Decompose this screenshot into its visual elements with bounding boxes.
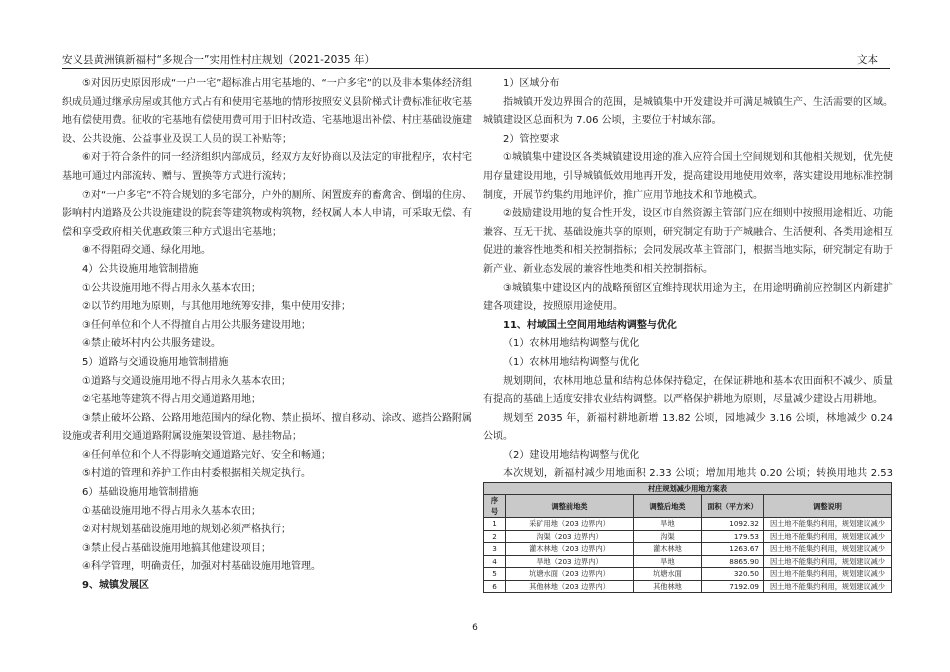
- cell-after: 旱地: [634, 555, 702, 568]
- land-reduction-table: [483, 482, 892, 593]
- paragraph: ⑦对“一户多宅”不符合规划的多宅部分，户外的厕所、闲置废弃的畜禽舍、倒塌的住房、影响村内道路及公共设施建设的院套等建筑物或构筑物，经权属人本人申请，可采取无偿、有偿和享受政府相关优惠政策三种方式退出宅基地；: [62, 189, 472, 238]
- page-number: 6: [472, 623, 478, 633]
- page-header: [62, 50, 890, 69]
- column-header-no: [484, 495, 506, 518]
- table-row: [484, 568, 892, 581]
- column-header-before: 调整前地类: [506, 495, 634, 518]
- paragraph: ①城镇集中建设区各类城镇建设用途的准入应符合国土空间规划和其他相关规划，优先使用存量建设用地，引导城镇低效用地再开发，提高建设用地使用效率，落实建设用地标准控制制度，开展节约集约用地评价，推广应用节地技术和节地模式。: [483, 152, 893, 201]
- subsection-heading: 4）公共设施用地管制措施: [82, 263, 199, 275]
- paragraph: ③任何单位和个人不得擅自占用公共服务建设用地；: [82, 319, 311, 331]
- cell-no: 5: [484, 568, 506, 581]
- section-heading: 11、村域国土空间用地结构调整与优化: [503, 319, 677, 331]
- cell-note: 因土地不能集约利用，规划建议减少: [764, 530, 892, 543]
- cell-before: 其他林地（203 边界内）: [506, 580, 634, 593]
- paragraph: ②对村规划基础设施用地的规划必须严格执行；: [82, 524, 291, 536]
- cell-note: 因土地不能集约利用，规划建议减少: [764, 580, 892, 593]
- cell-after: 灌木林地: [634, 543, 702, 556]
- cell-note: 因土地不能集约利用，规划建议减少: [764, 568, 892, 581]
- column-header-note: 调整说明: [764, 495, 892, 518]
- cell-before: 沟渠（203 边界内）: [506, 530, 634, 543]
- column-header-after: 调整后地类: [634, 495, 702, 518]
- cell-after: 沟渠: [634, 530, 702, 543]
- paragraph: ①基础设施用地不得占用永久基本农田；: [82, 505, 261, 517]
- paragraph: 指城镇开发边界围合的范围，是城镇集中开发建设并可满足城镇生产、生活需要的区域。城镇建设区总面积为 7.06 公顷，主要位于村域东部。: [483, 96, 893, 127]
- table-row: [484, 530, 892, 543]
- cell-no: 4: [484, 555, 506, 568]
- subsection-heading: 6）基础设施用地管制措施: [82, 487, 199, 499]
- document-title: 安义县黄洲镇新福村“多规合一”实用性村庄规划（2021-2035 年）: [62, 54, 375, 66]
- table-header-row: [484, 495, 892, 518]
- column-header-no-top: 序: [490, 496, 499, 505]
- paragraph: ⑥对于符合条件的同一经济组织内部成员，经双方友好协商以及法定的审批程序，农村宅基地可通过内部流转、赠与、置换等方式进行流转；: [62, 152, 472, 182]
- paragraph: ⑤村道的管理和养护工作由村委根据相关规定执行。: [82, 468, 311, 480]
- paragraph: ④科学管理，明确责任，加强对村基础设施用地管理。: [82, 561, 321, 573]
- cell-before: 采矿用地（203 边界内）: [506, 518, 634, 531]
- column-header-no-bottom: 号: [490, 507, 499, 516]
- cell-before: 旱地（203 边界内）: [506, 555, 634, 568]
- cell-no: 1: [484, 518, 506, 531]
- paragraph: ①公共设施用地不得占用永久基本农田；: [82, 282, 261, 294]
- subsection-heading: （2）建设用地结构调整与优化: [503, 449, 640, 461]
- cell-area: 1092.32: [702, 518, 764, 531]
- cell-note: 因土地不能集约利用，规划建议减少: [764, 555, 892, 568]
- cell-before: 坑塘水面（203 边界内）: [506, 568, 634, 581]
- cell-after: 其他林地: [634, 580, 702, 593]
- paragraph: ③城镇集中建设区内的战略预留区宜维持现状用途为主，在用途明确前应控制区内新建扩建各项建设，按照原用途使用。: [483, 282, 893, 313]
- cell-before: 灌木林地（203 边界内）: [506, 543, 634, 556]
- cell-no: 6: [484, 580, 506, 593]
- paragraph: ⑤对因历史原因形成“一户一宅”超标准占用宅基地的、“一户多宅”的以及非本集体经济组织成员通过继承房屋或其他方式占有和使用宅基地的情形按照安义县阶梯式计费标准征收宅基地有偿使用费。征收的宅基地有偿使用费可用于旧村改造、宅基地退出补偿、村庄基础设施建设、公共设施、公益事业及误工人员的误工补贴等；: [62, 78, 472, 145]
- table-row: [484, 580, 892, 593]
- paragraph: ①道路与交通设施用地不得占用永久基本农田；: [82, 375, 291, 387]
- cell-area: 320.50: [702, 568, 764, 581]
- cell-area: 7192.09: [702, 580, 764, 593]
- paragraph: ⑧不得阻碍交通、绿化用地。: [82, 245, 211, 257]
- subsection-heading: 2）管控要求: [503, 133, 560, 145]
- table-row: [484, 543, 892, 556]
- right-column: [483, 75, 893, 503]
- paragraph: ④禁止破坏村内公共服务建设。: [82, 338, 221, 350]
- paragraph: ②鼓励建设用地的复合性开发，设区市自然资源主管部门应在细则中按照用途相近、功能兼容、互无干扰、基础设施共享的原则，研究制定有助于产城融合、生活便利、各类用途相互促进的兼容性地类和相关控制指标；会同发展改革主管部门，根据当地实际，研究制定有助于新产业、新业态发展的兼容性地类和相关控制指标。: [483, 208, 893, 275]
- subsection-heading: 1）区域分布: [503, 78, 560, 89]
- paragraph: ②宅基地等建筑不得占用交通道路用地；: [82, 394, 261, 406]
- subsection-heading: （1）农林用地结构调整与优化: [503, 338, 640, 350]
- cell-after: 坑塘水面: [634, 568, 702, 581]
- subsection-heading: （1）农林用地结构调整与优化: [503, 356, 640, 368]
- cell-note: 因土地不能集约利用，规划建议减少: [764, 518, 892, 531]
- cell-no: 3: [484, 543, 506, 556]
- paragraph: 规划期间，农林用地总量和结构总体保持稳定，在保证耕地和基本农田面积不减少、质量有提高的基础上适度安排农业结构调整。以严格保护耕地为原则，尽量减少建设占用耕地。: [483, 375, 893, 406]
- cell-area: 179.53: [702, 530, 764, 543]
- left-column: [62, 75, 472, 596]
- cell-area: 8865.90: [702, 555, 764, 568]
- table-row: [484, 518, 892, 531]
- paragraph: ③禁止破坏公路、公路用地范围内的绿化物、禁止损坏、擅自移动、涂改、遮挡公路附属设施或者利用交通道路附属设施架设管道、悬挂物品；: [62, 412, 472, 443]
- cell-no: 2: [484, 530, 506, 543]
- paragraph: 规划至 2035 年，新福村耕地新增 13.82 公顷，园地减少 3.16 公顷，林地减少 0.24 公顷。: [483, 412, 893, 443]
- paragraph: 本次规划，新福村减少用地面积 2.33 公顷；增加用地共 0.20 公顷；转换用地共 2.53: [503, 468, 893, 480]
- cell-after: 旱地: [634, 518, 702, 531]
- section-heading: 9、城镇发展区: [82, 580, 149, 592]
- table-caption: 村庄规划减少用地方案表: [484, 483, 892, 495]
- cell-note: 因土地不能集约利用，规划建议减少: [764, 543, 892, 556]
- paragraph: ④任何单位和个人不得影响交通道路完好、安全和畅通；: [82, 449, 331, 461]
- paragraph: ③禁止侵占基础设施用地搞其他建设项目；: [82, 542, 271, 554]
- subsection-heading: 5）道路与交通设施用地管制措施: [82, 356, 229, 368]
- paragraph: ②以节约用地为原则，与其他用地统筹安排，集中使用安排；: [82, 301, 351, 313]
- column-header-area: 面积（平方米）: [702, 495, 764, 518]
- document-type: 文本: [857, 54, 878, 66]
- table-row: [484, 555, 892, 568]
- cell-area: 1263.67: [702, 543, 764, 556]
